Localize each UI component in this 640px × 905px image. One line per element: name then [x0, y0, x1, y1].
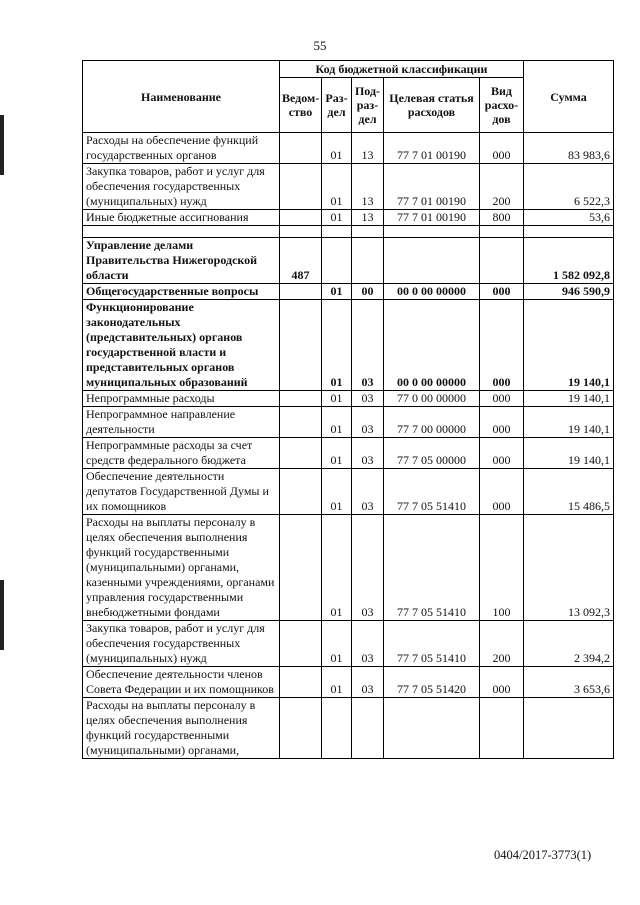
cell-razdel: 01 — [322, 407, 352, 438]
cell-vid-raskhodov: 000 — [480, 667, 524, 698]
table-row — [83, 238, 614, 284]
cell-sum: 19 140,1 — [524, 438, 614, 469]
page-number: 55 — [313, 38, 327, 53]
cell-vedomstvo — [280, 391, 322, 407]
cell-vedomstvo — [280, 210, 322, 226]
header-razdel: Раз-дел — [322, 78, 352, 133]
cell-vid-raskhodov: 000 — [480, 391, 524, 407]
cell-celevaya-statya — [384, 238, 480, 284]
cell-celevaya-statya: 77 7 05 51410 — [384, 469, 480, 515]
cell-name: Расходы на выплаты персоналу в целях обеспечения выполнения функций государственными (муниципальными) органами, — [83, 698, 280, 759]
header-classification-group: Код бюджетной классификации — [280, 61, 524, 78]
cell-celevaya-statya: 77 7 01 00190 — [384, 133, 480, 164]
cell-vedomstvo — [280, 407, 322, 438]
cell-podrazdel: 13 — [352, 164, 384, 210]
cell-sum — [524, 698, 614, 759]
cell-razdel — [322, 238, 352, 284]
cell-vid-raskhodov — [480, 698, 524, 759]
cell-sum: 3 653,6 — [524, 667, 614, 698]
cell-podrazdel: 13 — [352, 133, 384, 164]
cell-vid-raskhodov — [480, 238, 524, 284]
cell-name: Закупка товаров, работ и услуг для обеспечения государственных (муниципальных) нужд — [83, 621, 280, 667]
cell-vedomstvo — [280, 438, 322, 469]
cell-sum: 13 092,3 — [524, 515, 614, 621]
header-row-top — [83, 61, 614, 78]
cell-sum: 19 140,1 — [524, 300, 614, 391]
cell-razdel: 01 — [322, 210, 352, 226]
cell-razdel: 01 — [322, 284, 352, 300]
cell-podrazdel: 03 — [352, 407, 384, 438]
cell-podrazdel: 03 — [352, 667, 384, 698]
cell-celevaya-statya: 77 0 00 00000 — [384, 391, 480, 407]
cell-sum: 946 590,9 — [524, 284, 614, 300]
cell-sum: 2 394,2 — [524, 621, 614, 667]
cell-name: Непрограммное направление деятельности — [83, 407, 280, 438]
cell-name: Управление делами Правительства Нижегородской области — [83, 238, 280, 284]
cell-podrazdel: 03 — [352, 300, 384, 391]
cell-vid-raskhodov: 000 — [480, 300, 524, 391]
cell-sum: 19 140,1 — [524, 407, 614, 438]
scan-edge-mark — [0, 115, 4, 175]
header-vid-raskhodov: Вид расхо-дов — [480, 78, 524, 133]
budget-table — [82, 60, 614, 759]
cell-name: Закупка товаров, работ и услуг для обеспечения государственных (муниципальных) нужд — [83, 164, 280, 210]
table-row — [83, 300, 614, 391]
cell-podrazdel: 13 — [352, 210, 384, 226]
table-row — [83, 284, 614, 300]
cell-podrazdel: 03 — [352, 469, 384, 515]
cell-vid-raskhodov: 000 — [480, 284, 524, 300]
cell-name: Непрограммные расходы за счет средств федерального бюджета — [83, 438, 280, 469]
cell-name: Расходы на обеспечение функций государственных органов — [83, 133, 280, 164]
cell-celevaya-statya: 00 0 00 00000 — [384, 284, 480, 300]
cell-name: Непрограммные расходы — [83, 391, 280, 407]
table-row — [83, 164, 614, 210]
cell-name — [83, 226, 280, 238]
cell-name: Функционирование законодательных (представительных) органов государственной власти и представительных органов муниципальных образований — [83, 300, 280, 391]
cell-vedomstvo — [280, 469, 322, 515]
cell-sum: 19 140,1 — [524, 391, 614, 407]
header-vedomstvo: Ведом-ство — [280, 78, 322, 133]
cell-razdel: 01 — [322, 300, 352, 391]
header-sum: Сумма — [524, 61, 614, 133]
header-podrazdel: Под-раз-дел — [352, 78, 384, 133]
cell-podrazdel: 03 — [352, 391, 384, 407]
cell-celevaya-statya: 77 7 05 51410 — [384, 621, 480, 667]
cell-podrazdel — [352, 698, 384, 759]
cell-podrazdel: 03 — [352, 438, 384, 469]
cell-sum: 6 522,3 — [524, 164, 614, 210]
cell-vedomstvo — [280, 164, 322, 210]
cell-vid-raskhodov: 000 — [480, 133, 524, 164]
cell-celevaya-statya: 77 7 05 51410 — [384, 515, 480, 621]
cell-vid-raskhodov — [480, 226, 524, 238]
cell-podrazdel: 03 — [352, 621, 384, 667]
cell-vedomstvo: 487 — [280, 238, 322, 284]
cell-vedomstvo — [280, 698, 322, 759]
cell-sum — [524, 226, 614, 238]
scan-edge-mark — [0, 580, 4, 650]
cell-vedomstvo — [280, 133, 322, 164]
cell-vid-raskhodov: 000 — [480, 438, 524, 469]
cell-name: Иные бюджетные ассигнования — [83, 210, 280, 226]
table-row — [83, 698, 614, 759]
cell-vid-raskhodov: 100 — [480, 515, 524, 621]
cell-name: Общегосударственные вопросы — [83, 284, 280, 300]
document-code: 0404/2017-3773(1) — [494, 848, 592, 862]
cell-sum: 53,6 — [524, 210, 614, 226]
table-row — [83, 438, 614, 469]
cell-sum: 83 983,6 — [524, 133, 614, 164]
cell-razdel: 01 — [322, 667, 352, 698]
cell-razdel — [322, 698, 352, 759]
table-row — [83, 391, 614, 407]
cell-vedomstvo — [280, 621, 322, 667]
cell-celevaya-statya: 77 7 01 00190 — [384, 210, 480, 226]
cell-celevaya-statya — [384, 698, 480, 759]
cell-sum: 1 582 092,8 — [524, 238, 614, 284]
cell-celevaya-statya: 77 7 00 00000 — [384, 407, 480, 438]
cell-celevaya-statya — [384, 226, 480, 238]
cell-celevaya-statya: 77 7 05 00000 — [384, 438, 480, 469]
table-row — [83, 210, 614, 226]
cell-name: Расходы на выплаты персоналу в целях обеспечения выполнения функций государственными (муниципальными) органами, казенными учреждениями, органами управления государственными внебюджетными фондами — [83, 515, 280, 621]
cell-name: Обеспечение деятельности членов Совета Федерации и их помощников — [83, 667, 280, 698]
cell-razdel: 01 — [322, 164, 352, 210]
cell-name: Обеспечение деятельности депутатов Государственной Думы и их помощников — [83, 469, 280, 515]
table-row — [83, 133, 614, 164]
cell-vid-raskhodov: 000 — [480, 407, 524, 438]
cell-sum: 15 486,5 — [524, 469, 614, 515]
cell-razdel — [322, 226, 352, 238]
cell-celevaya-statya: 00 0 00 00000 — [384, 300, 480, 391]
table-body — [83, 133, 614, 759]
table-row — [83, 515, 614, 621]
cell-razdel: 01 — [322, 621, 352, 667]
table-row — [83, 469, 614, 515]
cell-celevaya-statya: 77 7 05 51420 — [384, 667, 480, 698]
cell-celevaya-statya: 77 7 01 00190 — [384, 164, 480, 210]
cell-podrazdel: 03 — [352, 515, 384, 621]
cell-razdel: 01 — [322, 438, 352, 469]
cell-vedomstvo — [280, 226, 322, 238]
table-row — [83, 667, 614, 698]
header-name: Наименование — [83, 61, 280, 133]
cell-razdel: 01 — [322, 515, 352, 621]
cell-vid-raskhodov: 200 — [480, 164, 524, 210]
cell-vid-raskhodov: 800 — [480, 210, 524, 226]
cell-podrazdel: 00 — [352, 284, 384, 300]
header-celevaya-statya: Целевая статья расходов — [384, 78, 480, 133]
cell-vedomstvo — [280, 515, 322, 621]
cell-razdel: 01 — [322, 391, 352, 407]
table-row — [83, 407, 614, 438]
table-row — [83, 621, 614, 667]
cell-vedomstvo — [280, 667, 322, 698]
cell-vid-raskhodov: 200 — [480, 621, 524, 667]
cell-vedomstvo — [280, 284, 322, 300]
cell-vid-raskhodov: 000 — [480, 469, 524, 515]
spacer-row — [83, 226, 614, 238]
cell-razdel: 01 — [322, 469, 352, 515]
cell-podrazdel — [352, 226, 384, 238]
cell-podrazdel — [352, 238, 384, 284]
cell-vedomstvo — [280, 300, 322, 391]
cell-razdel: 01 — [322, 133, 352, 164]
